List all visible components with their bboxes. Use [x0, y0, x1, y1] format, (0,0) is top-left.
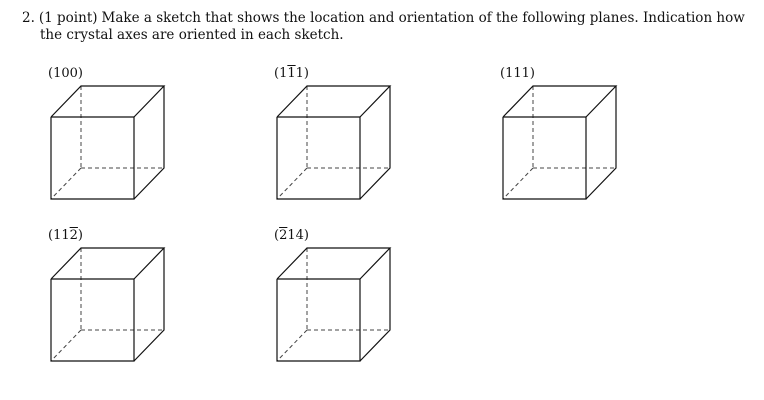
front-face	[277, 117, 360, 199]
plane-label-part-overlined: 2	[69, 228, 78, 243]
plane-label-part: (100)	[48, 66, 83, 81]
plane-label-part: (	[274, 228, 280, 243]
question-line-1-text: Make a sketch that shows the location and orientation of the following planes. Indication how	[101, 10, 745, 26]
sketch-111	[500, 66, 640, 216]
top-face	[277, 86, 390, 117]
hidden-edge-depth	[51, 168, 81, 199]
question-text	[22, 10, 745, 44]
hidden-edge-depth	[277, 168, 307, 199]
cube-diagram	[48, 228, 188, 378]
top-face	[503, 86, 616, 117]
plane-label-part: (111)	[500, 66, 535, 81]
right-face	[360, 86, 390, 199]
cube-diagram	[274, 228, 414, 378]
top-face	[277, 248, 390, 279]
top-face	[51, 86, 164, 117]
plane-label-part: 14)	[287, 228, 309, 243]
plane-label-part-overlined: 1	[287, 66, 296, 81]
sketch-11-bar2	[48, 228, 188, 378]
question-number: 2.	[22, 10, 35, 26]
question-line-2: the crystal axes are oriented in each sketch.	[40, 27, 344, 43]
front-face	[503, 117, 586, 199]
right-face	[134, 248, 164, 361]
hidden-edge-depth	[277, 330, 307, 361]
hidden-edge-depth	[503, 168, 533, 199]
front-face	[277, 279, 360, 361]
front-face	[51, 279, 134, 361]
right-face	[586, 86, 616, 199]
right-face	[360, 248, 390, 361]
question-points: (1 point)	[38, 10, 98, 26]
sketch-1-bar1-1	[274, 66, 414, 216]
sketch-100	[48, 66, 188, 216]
plane-label-part: )	[77, 228, 83, 243]
sketch-bar2-14	[274, 228, 414, 378]
plane-label-part: (1	[274, 66, 288, 81]
plane-label-part-overlined: 2	[279, 228, 288, 243]
cube-diagram	[500, 66, 640, 216]
right-face	[134, 86, 164, 199]
plane-label-part: 1)	[295, 66, 309, 81]
plane-label-part: (11	[48, 228, 70, 243]
question-line-1	[22, 10, 745, 27]
top-face	[51, 248, 164, 279]
hidden-edge-depth	[51, 330, 81, 361]
front-face	[51, 117, 134, 199]
cube-diagram	[274, 66, 414, 216]
cube-diagram	[48, 66, 188, 216]
